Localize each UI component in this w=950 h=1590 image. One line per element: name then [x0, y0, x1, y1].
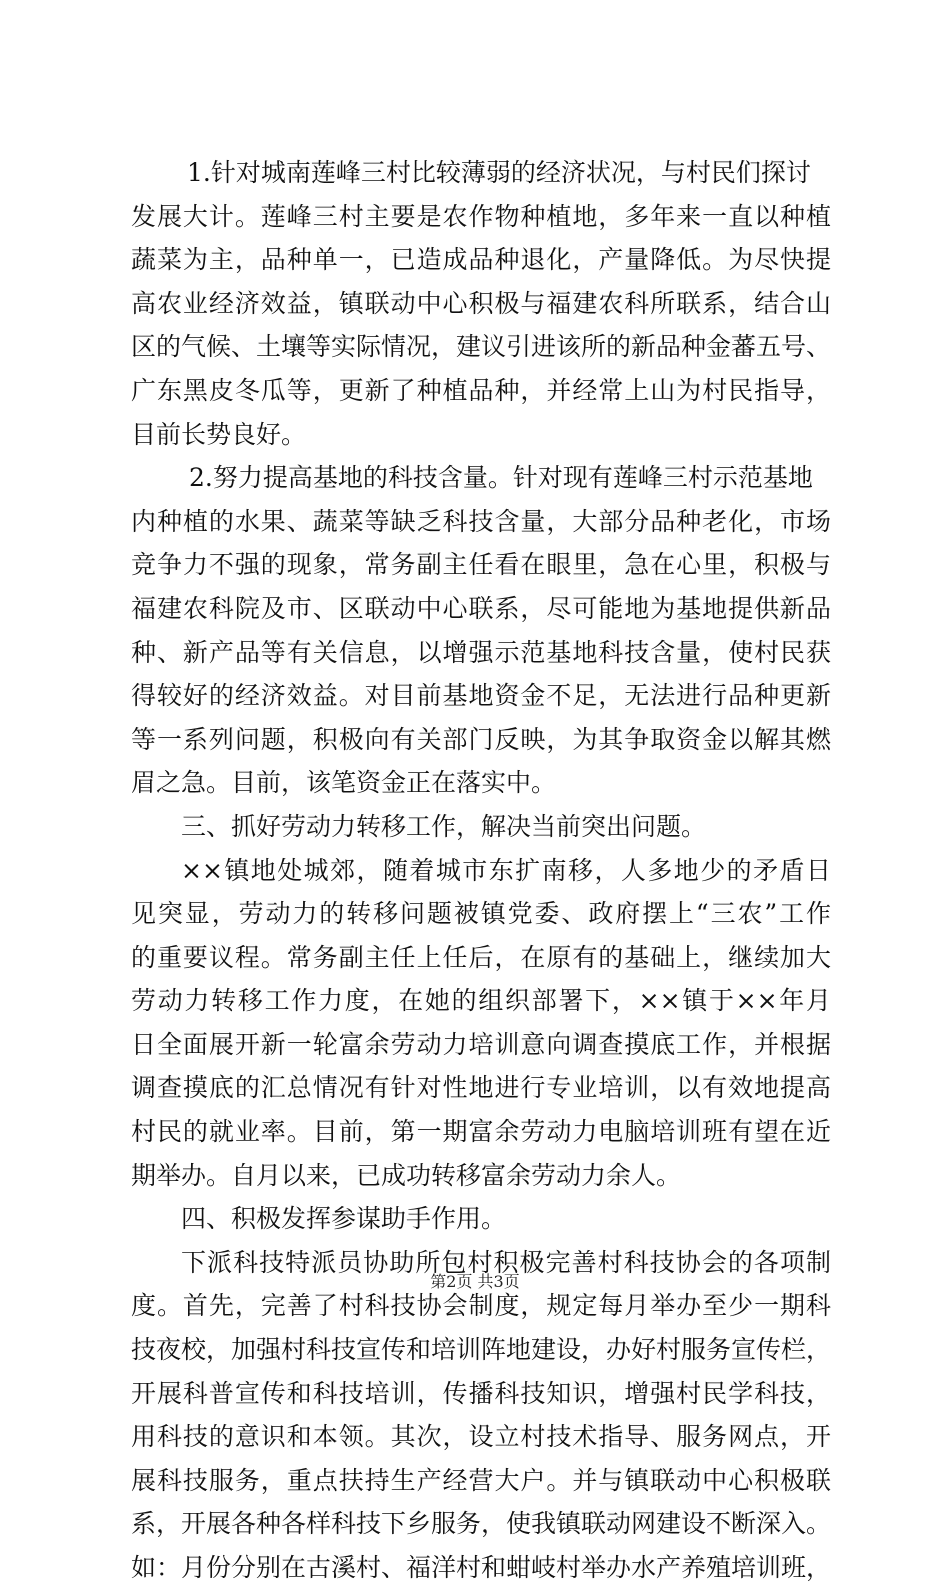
paragraph-line: 区的气候、土壤等实际情况，建议引进该所的新品种金蕃五号、 [131, 332, 832, 362]
paragraph-line: 等一系列问题，积极向有关部门反映，为其争取资金以解其燃 [131, 724, 831, 754]
paragraph-line: 2.努力提高基地的科技含量。针对现有莲峰三村示范基地 [189, 463, 813, 493]
paragraph-line: 广东黑皮冬瓜等，更新了种植品种，并经常上山为村民指导， [131, 375, 831, 405]
paragraph-line: 展科技服务，重点扶持生产经营大户。并与镇联动中心积极联 [131, 1465, 831, 1495]
paragraph-line: 下派科技特派员协助所包村积极完善村科技协会的各项制 [181, 1247, 831, 1277]
paragraph-line: 系，开展各种各样科技下乡服务，使我镇联动网建设不断深入。 [131, 1509, 832, 1539]
paragraph-line: 福建农科院及市、区联动中心联系，尽可能地为基地提供新品 [131, 593, 831, 623]
paragraph-line: 眉之急。目前，该笔资金正在落实中。 [131, 768, 557, 798]
paragraph-line: 调查摸底的汇总情况有针对性地进行专业培训，以有效地提高 [131, 1073, 831, 1103]
paragraph-line: 开展科普宣传和科技培训，传播科技知识，增强村民学科技， [131, 1378, 831, 1408]
paragraph-line: 种、新产品等有关信息，以增强示范基地科技含量，使村民获 [131, 637, 831, 667]
paragraph-line: 竞争力不强的现象，常务副主任看在眼里，急在心里，积极与 [131, 550, 831, 580]
paragraph-line: 劳动力转移工作力度，在她的组织部署下，××镇于××年月 [131, 986, 831, 1016]
section-heading: 四、积极发挥参谋助手作用。 [181, 1204, 507, 1234]
paragraph-line: 期举办。自月以来，已成功转移富余劳动力余人。 [131, 1160, 682, 1190]
paragraph-line: 度。首先，完善了村科技协会制度，规定每月举办至少一期科 [131, 1291, 831, 1321]
section-heading: 三、抓好劳动力转移工作，解决当前突出问题。 [181, 811, 707, 841]
paragraph-line: 得较好的经济效益。对目前基地资金不足，无法进行品种更新 [131, 681, 831, 711]
paragraph-line: 的重要议程。常务副主任上任后，在原有的基础上，继续加大 [131, 942, 831, 972]
page-number-footer: 第2页 共3页 [430, 1272, 520, 1291]
paragraph-line: 目前长势良好。 [131, 419, 307, 449]
paragraph-line: 见突显，劳动力的转移问题被镇党委、政府摆上“三农”工作 [131, 899, 831, 929]
paragraph-line: 高农业经济效益，镇联动中心积极与福建农科所联系，结合山 [131, 288, 831, 318]
paragraph-line: 如：月份分别在古溪村、福洋村和蚶岐村举办水产养殖培训班， [131, 1553, 832, 1582]
paragraph-line: 技夜校，加强村科技宣传和培训阵地建设，办好村服务宣传栏， [131, 1335, 832, 1365]
document-body [131, 151, 831, 1590]
paragraph-line: 用科技的意识和本领。其次，设立村技术指导、服务网点，开 [131, 1422, 831, 1452]
paragraph-line: 内种植的水果、蔬菜等缺乏科技含量，大部分品种老化，市场 [131, 506, 831, 536]
paragraph-line: 发展大计。莲峰三村主要是农作物种植地，多年来一直以种植 [131, 201, 831, 231]
paragraph-line: 蔬菜为主，品种单一，已造成品种退化，产量降低。为尽快提 [131, 245, 831, 275]
paragraph-line: 村民的就业率。目前，第一期富余劳动力电脑培训班有望在近 [131, 1117, 831, 1147]
paragraph-line: 1.针对城南莲峰三村比较薄弱的经济状况，与村民们探讨 [187, 158, 811, 187]
paragraph-line: 日全面展开新一轮富余劳动力培训意向调查摸底工作，并根据 [131, 1029, 831, 1059]
paragraph-line: ××镇地处城郊，随着城市东扩南移，人多地少的矛盾日 [181, 855, 831, 885]
